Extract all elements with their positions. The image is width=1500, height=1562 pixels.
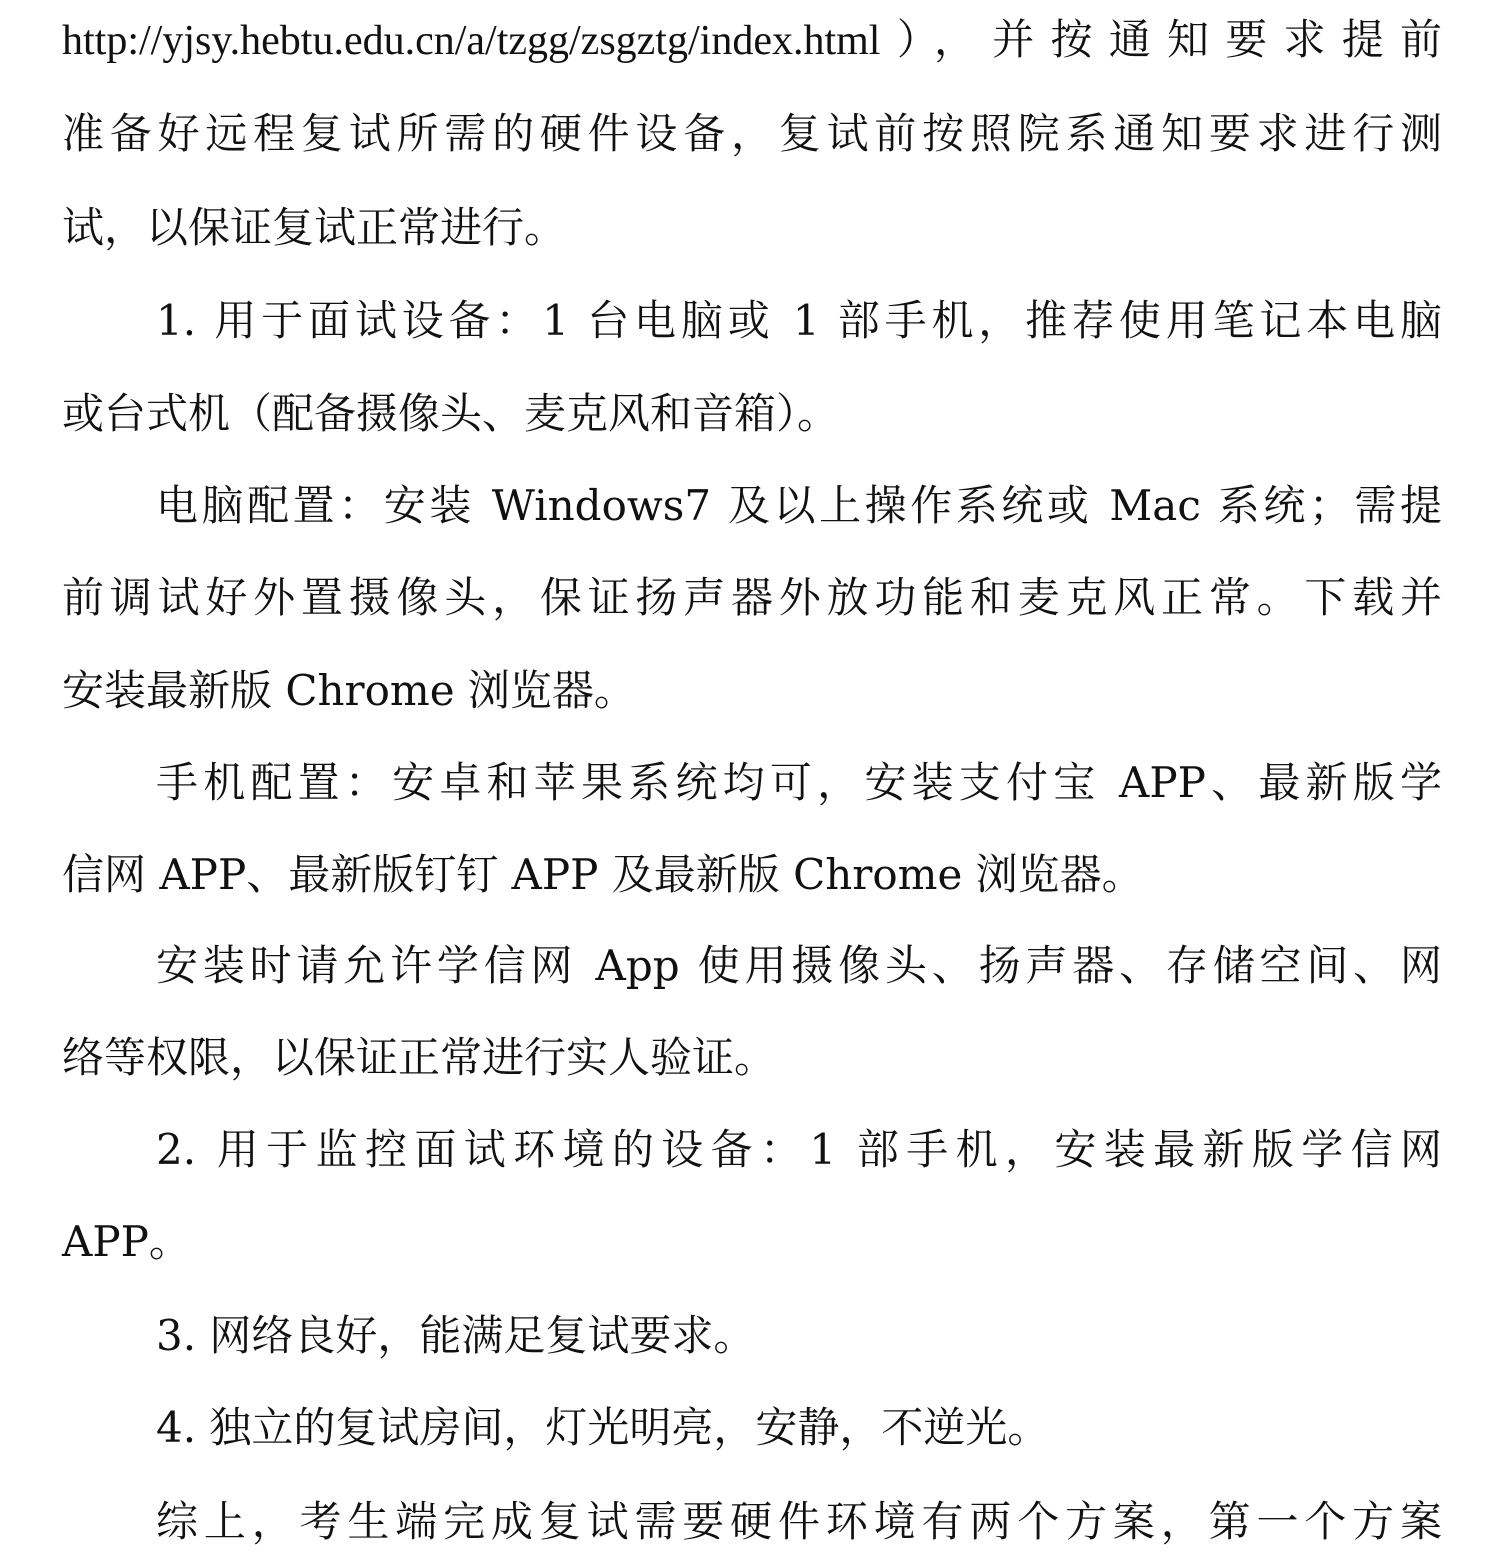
- computer-config-line-2: 前调试好外置摄像头，保证扬声器外放功能和麦克风正常。下载并: [62, 573, 1442, 622]
- paragraph-url-line-1: http://yjsy.hebtu.edu.cn/a/tzgg/zsgztg/index.html），并按通知要求提前: [62, 18, 1442, 64]
- item-1-line-2: 或台式机（配备摄像头、麦克风和音箱）。: [62, 389, 840, 438]
- computer-config-line-3: 安装最新版 Chrome 浏览器。: [62, 666, 636, 715]
- summary-line-1: 综上，考生端完成复试需要硬件环境有两个方案，第一个方案: [156, 1497, 1442, 1546]
- phone-config-line-2: 信网 APP、最新版钉钉 APP 及最新版 Chrome 浏览器。: [62, 850, 1144, 899]
- phone-config-line-1: 手机配置：安卓和苹果系统均可，安装支付宝 APP、最新版学: [156, 758, 1442, 807]
- item-2-line-1: 2. 用于监控面试环境的设备：1 部手机，安装最新版学信网: [156, 1125, 1442, 1174]
- item-1-line-1: 1. 用于面试设备：1 台电脑或 1 部手机，推荐使用笔记本电脑: [156, 296, 1442, 345]
- item-3-line-1: 3. 网络良好，能满足复试要求。: [156, 1311, 756, 1360]
- paragraph-url-line-2: 准备好远程复试所需的硬件设备，复试前按照院系通知要求进行测: [62, 109, 1442, 158]
- item-2-line-2: APP。: [62, 1217, 191, 1266]
- paragraph-url-line-3: 试，以保证复试正常进行。: [62, 203, 567, 252]
- computer-config-line-1: 电脑配置：安装 Windows7 及以上操作系统或 Mac 系统；需提: [156, 481, 1442, 530]
- permissions-line-1: 安装时请允许学信网 App 使用摄像头、扬声器、存储空间、网: [156, 941, 1442, 990]
- item-4-line-1: 4. 独立的复试房间，灯光明亮，安静，不逆光。: [156, 1403, 1050, 1452]
- permissions-line-2: 络等权限，以保证正常进行实人验证。: [62, 1033, 777, 1082]
